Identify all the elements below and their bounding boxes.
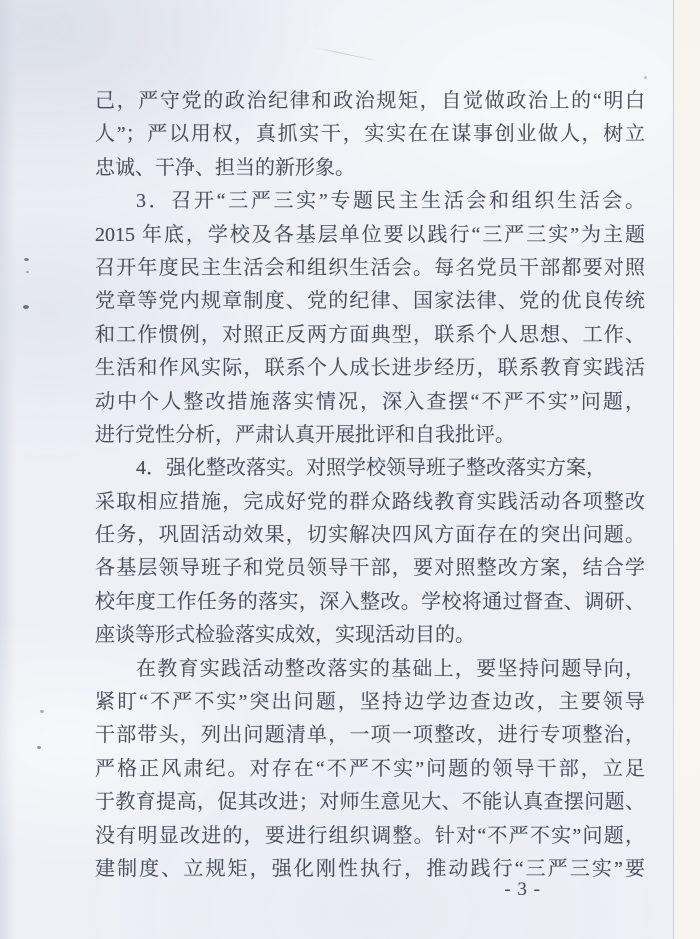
- text-line: 紧盯“不严不实”突出问题，坚持边学边查边改，主要领导: [95, 691, 645, 714]
- scan-speck: [23, 305, 29, 309]
- scan-speck: [644, 76, 647, 79]
- text-line: 4．强化整改落实。对照学校领导班子整改落实方案，: [136, 457, 606, 480]
- text-line: 2015 年底，学校及各基层单位要以践行“三严三实”为主题: [95, 223, 645, 246]
- text-line: 和工作惯例，对照正反两方面典型，联系个人思想、工作、: [95, 323, 645, 346]
- text-line: 采取相应措施，完成好党的群众路线教育实践活动各项整改: [95, 490, 645, 513]
- document-body-text: [95, 85, 645, 886]
- text-line: 3．召开“三严三实”专题民主生活会和组织生活会。: [136, 190, 645, 213]
- text-line: 于教育提高，促其改进；对师生意见大、不能认真查摆问题、: [95, 791, 645, 814]
- text-line: 忠诚、干净、担当的新形象。: [95, 156, 355, 179]
- text-line: 建制度、立规矩，强化刚性执行，推动践行“三严三实”要: [95, 857, 645, 880]
- text-line: 干部带头，列出问题清单，一项一项整改，进行专项整治，: [95, 724, 645, 747]
- scan-speck: [24, 258, 29, 261]
- text-line: 己，严守党的政治纪律和政治规矩，自觉做政治上的“明白: [95, 90, 645, 112]
- text-line: 校年度工作任务的落实，深入整改。学校将通过督查、调研、: [95, 590, 645, 613]
- text-line: 任务，巩固活动效果，切实解决四风方面存在的突出问题。: [95, 524, 645, 547]
- text-line: 人”；严以用权，真抓实干，实实在在谋事创业做人，树立: [95, 123, 645, 146]
- scan-speck: [37, 746, 41, 749]
- scan-speck: [40, 710, 44, 713]
- scanner-background-strip: [674, 0, 700, 939]
- text-line: 各基层领导班子和党员领导干部，要对照整改方案，结合学: [95, 557, 645, 580]
- text-line: 党章等党内规章制度、党的纪律、国家法律、党的优良传统: [95, 290, 645, 313]
- text-line: 在教育实践活动整改落实的基础上，要坚持问题导向，: [136, 657, 645, 680]
- text-line: 生活和作风实际，联系个人成长进步经历，联系教育实践活: [95, 357, 645, 380]
- page-number: - 3 -: [504, 879, 541, 900]
- text-line: 进行党性分析，严肃认真开展批评和自我批评。: [95, 423, 515, 446]
- text-line: 动中个人整改措施落实情况，深入查摆“不严不实”问题，: [95, 390, 645, 413]
- paper-crease-mark: [315, 47, 380, 62]
- text-line: 严格正风肃纪。对存在“不严不实”问题的领导干部，立足: [95, 757, 645, 780]
- scan-speck: [26, 271, 29, 273]
- text-line: 座谈等形式检验落实成效，实现活动目的。: [95, 624, 475, 647]
- text-line: 没有明显改进的，要进行组织调整。针对“不严不实”问题，: [95, 824, 645, 847]
- text-line: 召开年度民主生活会和组织生活会。每名党员干部都要对照: [95, 256, 645, 279]
